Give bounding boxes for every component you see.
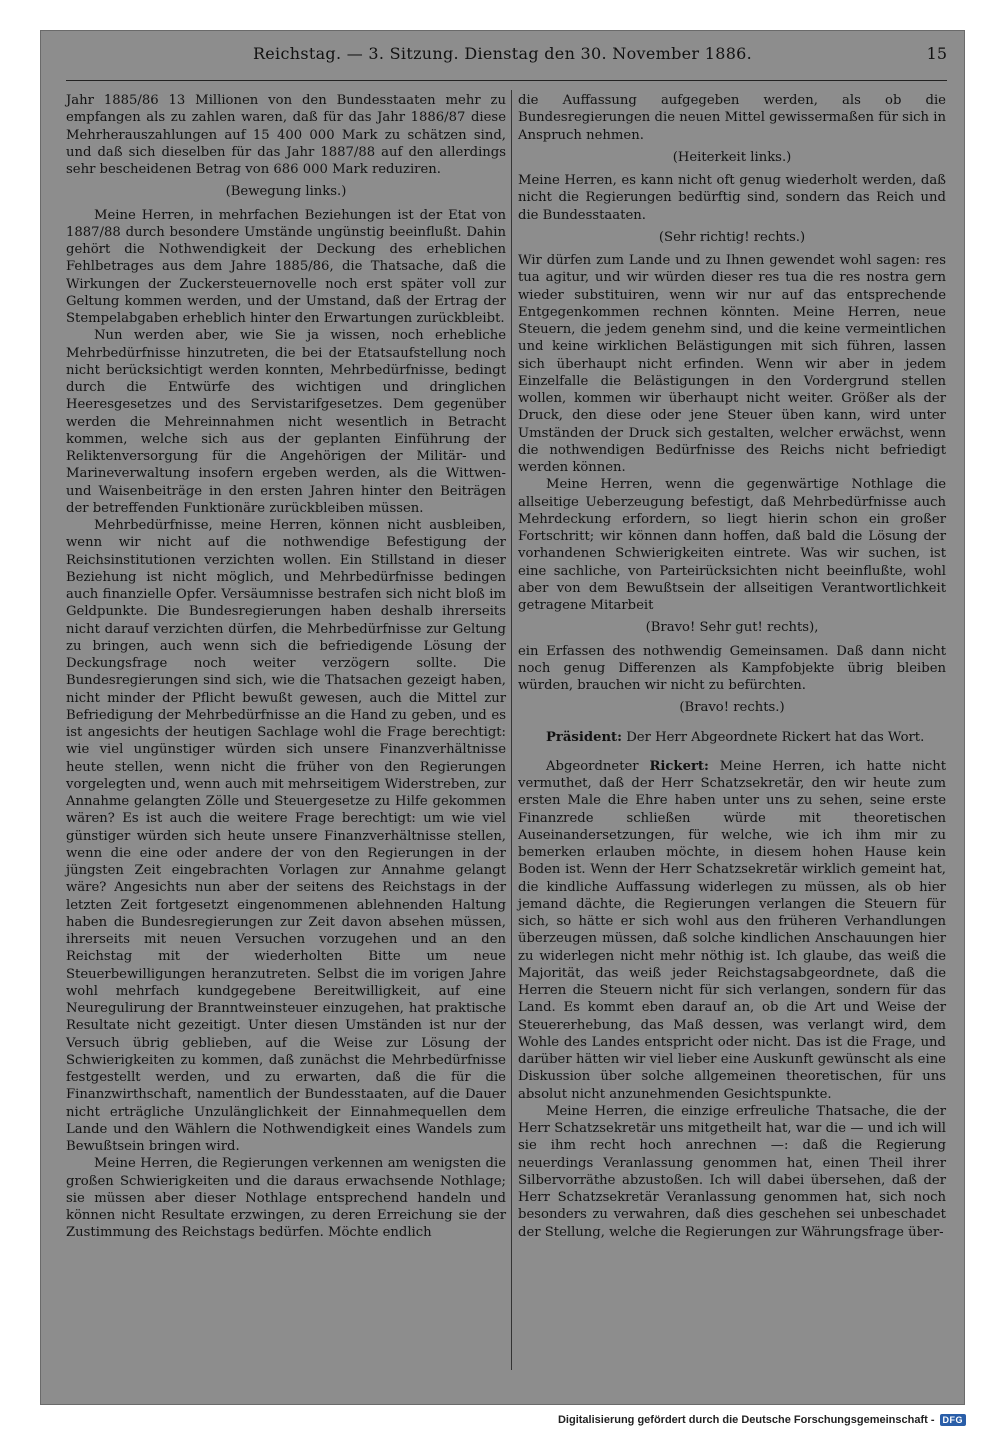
left-column	[66, 92, 506, 1242]
audience-reaction: (Bravo! Sehr gut! rechts),	[645, 620, 819, 636]
page-number: 15	[926, 44, 947, 63]
paragraph: Meine Herren, die Regierungen verkennen am wenigsten die großen Schwierigkeiten und die daraus erwachsende Nothlage; sie müssen aber dieser Nothlage entsprechend handeln und können nicht Resultate erzwingen, zu deren Erreichung sie der Zustimmung des Reichstags bedürfen. Möchte endlich	[66, 1156, 506, 1241]
column-divider	[511, 90, 512, 1370]
audience-reaction: (Bewegung links.)	[225, 184, 347, 200]
paragraph: Nun werden aber, wie Sie ja wissen, noch erhebliche Mehrbedürfnisse hinzutreten, die bei der Etatsaufstellung noch nicht berücksichtigt werden konnten, Mehrbedürfnisse, bedingt durch die Entwürfe des wichtigen und dringlichen Heeresgesetzes und des Servistarifgesetzes. Dem gegenüber werden die Mehreinnahmen nicht wesentlich in Betracht kommen, welche sich aus der geplanten Einführung der Reliktenversorgung für die Angehörigen der Militär- und Marineverwaltung insofern ergeben werden, als die Wittwen- und Waisenbeiträge in den ersten Jahren hinter den Beiträgen der betreffenden Funktionäre zurückbleiben müssen.	[66, 328, 506, 516]
digitization-footer	[558, 1414, 966, 1426]
page-header	[40, 44, 965, 78]
header-divider	[66, 80, 947, 81]
dfg-logo: DFG	[940, 1414, 967, 1426]
speaker-label: Präsident:	[546, 729, 623, 745]
paragraph: Jahr 1885/86 13 Millionen von den Bundesstaaten mehr zu empfangen als zu zahlen waren, daß für das Jahr 1886/87 diese Mehrherauszahlungen auf 15 400 000 Mark zu schätzen sind, und daß sich dieselben für das Jahr 1887/88 auf den allerdings sehr bescheidenen Betrag von 686 000 Mark reduziren.	[66, 93, 506, 177]
speaker-prefix: Abgeordneter	[546, 758, 650, 774]
paragraph: Meine Herren, die einzige erfreuliche Thatsache, die der Herr Schatzsekretär uns mitgetheilt hat, war die — und ich will sie ihm recht hoch anrechnen —: daß die Regierung neuerdings Veranlassung genommen hat, einen Theil ihrer Silbervorräthe abzustoßen. Ich will dabei übersehen, daß der Herr Schatzsekretär Veranlassung genommen hat, sich noch besonders zu verwahren, daß dies geschehen sei unbeschadet der Stellung, welche die Regierungen zur Währungsfrage über-	[518, 1103, 946, 1240]
paragraph: die Auffassung aufgegeben werden, als ob die Bundesregierungen die neuen Mittel gewissermaßen für sich in Anspruch nehmen.	[518, 93, 946, 143]
speaker-name: Rickert:	[649, 758, 709, 774]
statement-text: Der Herr Abgeordnete Rickert hat das Wort.	[622, 729, 925, 745]
audience-reaction: (Bravo! rechts.)	[679, 700, 785, 716]
paragraph: Meine Herren, in mehrfachen Beziehungen ist der Etat von 1887/88 durch besondere Umstände ungünstig beeinflußt. Dahin gehört die Nothwendigkeit der Deckung des erheblichen Fehlbetrages aus dem Jahre 1885/86, die Thatsache, daß die Wirkungen der Zuckersteuernovelle noch erst später voll zur Geltung kommen werden, und der Umstand, daß der Ertrag der Stempelabgaben erheblich hinter den Erwartungen zurückbleibt.	[66, 207, 506, 326]
president-statement	[518, 729, 946, 746]
footer-text: Digitalisierung gefördert durch die Deutsche Forschungsgemeinschaft -	[557, 1414, 935, 1426]
audience-reaction: (Heiterkeit links.)	[672, 149, 792, 165]
paragraph: Wir dürfen zum Lande und zu Ihnen gewendet wohl sagen: res tua agitur, und wir würden dieser res tua die res nostra gern wieder substituiren, wenn wir nur auf das entsprechende Entgegenkommen rechnen könnten. Meine Herren, neue Steuern, die jedem genehm sind, und die keine vermeintlichen und keine wirklichen Belästigungen mit sich führen, lassen sich überhaupt nicht erfinden. Wenn wir aber in jedem Einzelfalle die Belästigungen in den Vordergrund stellen wollen, kommen wir überhaupt nicht weiter. Größer als der Druck, den diese oder jene Steuer üben kann, wird unter Umständen der Druck sich gestalten, welcher erwächst, wenn die nothwendigen Bedürfnisse des Reichs nicht befriedigt werden können.	[518, 253, 946, 475]
paragraph: Meine Herren, wenn die gegenwärtige Nothlage die allseitige Ueberzeugung befestigt, daß Mehrbedürfnisse auch Mehrdeckung erfordern, so liegt hierin schon ein großer Fortschritt; wir können dann hoffen, daß bald die Lösung der vorhandenen Schwierigkeiten eintrete. Was wir suchen, ist eine sachliche, von Parteirücksichten nicht beeinflußte, wohl aber von dem Bewußtsein der allseitigen Verantwortlichkeit getragene Mitarbeit	[518, 477, 946, 613]
audience-reaction: (Sehr richtig! rechts.)	[658, 229, 806, 245]
speech-text: Meine Herren, ich hatte nicht vermuthet, daß der Herr Schatzsekretär, den wir heute zum ersten Male die Ehre haben unter uns zu sehen, seine erste Finanzrede schließen würde mit theoretischen Auseinandersetzungen, für welche, wie ich ihm mir zu bemerken erlauben möchte, in diesem hohen Hause kein Boden ist. Wenn der Herr Schatzsekretär wirklich gemeint hat, die kindliche Auffassung widerlegen zu müssen, als ob hier jemand dächte, die Regierungen verlangen die Steuern für sich, so hätte er sich wohl aus den früheren Verhandlungen überzeugen müssen, daß solche kindlichen Anschauungen hier zu widerlegen nicht mehr nöthig ist. Ich glaube, das weiß die Majorität, das weiß jeder Reichstagsabgeordnete, daß die Herren die Steuern nicht für sich verlangen, sondern für das Land. Es kommt eben darauf an, ob die Art und Weise der Steuererhebung, das Maß dessen, was verlangt wird, dem Wohle des Landes entspricht oder nicht. Das ist die Frage, und darüber hätten wir viel lieber eine Auskunft gewünscht als eine Diskussion über solche allgemeinen theoretischen, für uns absolut nicht anzunehmenden Gesichtspunkte.	[518, 758, 946, 1102]
right-column	[518, 92, 946, 1241]
newspaper-page	[40, 30, 965, 1405]
speech-paragraph	[518, 758, 946, 1103]
paragraph: Meine Herren, es kann nicht oft genug wiederholt werden, daß nicht die Regierungen bedürftig sind, sondern das Reich und die Bundesstaaten.	[518, 173, 946, 223]
page-title: Reichstag. — 3. Sitzung. Dienstag den 30. November 1886.	[252, 44, 753, 63]
paragraph: Mehrbedürfnisse, meine Herren, können nicht ausbleiben, wenn wir nicht auf die nothwendige Befestigung der Reichsinstitutionen verzichten wollen. Ein Stillstand in dieser Beziehung ist nicht möglich, und Mehrbedürfnisse bedingen auch finanzielle Opfer. Versäumnisse bestrafen sich nicht bloß im Geldpunkte. Die Bundesregierungen haben deshalb ihrerseits nicht darauf verzichten dürfen, die Mehrbedürfnisse zur Geltung zu bringen, auch wenn sich die befriedigende Lösung der Deckungsfrage noch weiter verzögern sollte. Die Bundesregierungen sind sich, wie die Thatsachen gezeigt haben, nicht minder der Pflicht bewußt gewesen, auch die Mittel zur Befriedigung der Mehrbedürfnisse an die Hand zu geben, und es ist angesichts der heutigen Sachlage wohl die Frage berechtigt: wie viel ungünstiger würden sich unsere Finanzverhältnisse heute stellen, wenn nicht die früher von den Regierungen vorgelegten und, wenn auch mit mehrseitigem Widerstreben, zur Annahme gelangten Zölle und Steuergesetze zu Hilfe gekommen wären? Es ist auch die weitere Frage berechtigt: um wie viel günstiger würden sich heute unsere Finanzverhältnisse stellen, wenn die eine oder andere der von den Regierungen in der jüngsten Zeit eingebrachten Vorlagen zur Annahme gelangt wäre? Angesichts nun aber der seitens des Reichstags in der letzten Zeit fortgesetzt eingenommenen ablehnenden Haltung haben die Bundesregierungen zur Zeit davon absehen müssen, ihrerseits mit neuen Versuchen vorzugehen und an den Reichstag mit der wiederholten Bitte um neue Steuerbewilligungen heranzutreten. Selbst die im vorigen Jahre wohl mehrfach kundgegebene Bereitwilligkeit, auf eine Neuregulirung der Branntweinsteuer einzugehen, hat praktische Resultate nicht gezeitigt. Unter diesen Umständen ist nur der Versuch übrig geblieben, auf die Weise zur Lösung der Schwierigkeiten zu kommen, daß zunächst die Mehrbedürfnisse festgestellt werden, und zu erwarten, daß die für die Finanzwirthschaft, namentlich der Bundesstaaten, auf die Dauer nicht erträgliche Unzulänglichkeit der Einnahmequellen dem Lande und den Wählern die Nothwendigkeit eines Wandels zum Bewußtsein bringen wird.	[66, 518, 506, 1154]
paragraph: ein Erfassen des nothwendig Gemeinsamen. Daß dann nicht noch genug Differenzen als Kampfobjekte übrig bleiben würden, brauchen wir nicht zu befürchten.	[518, 643, 946, 693]
